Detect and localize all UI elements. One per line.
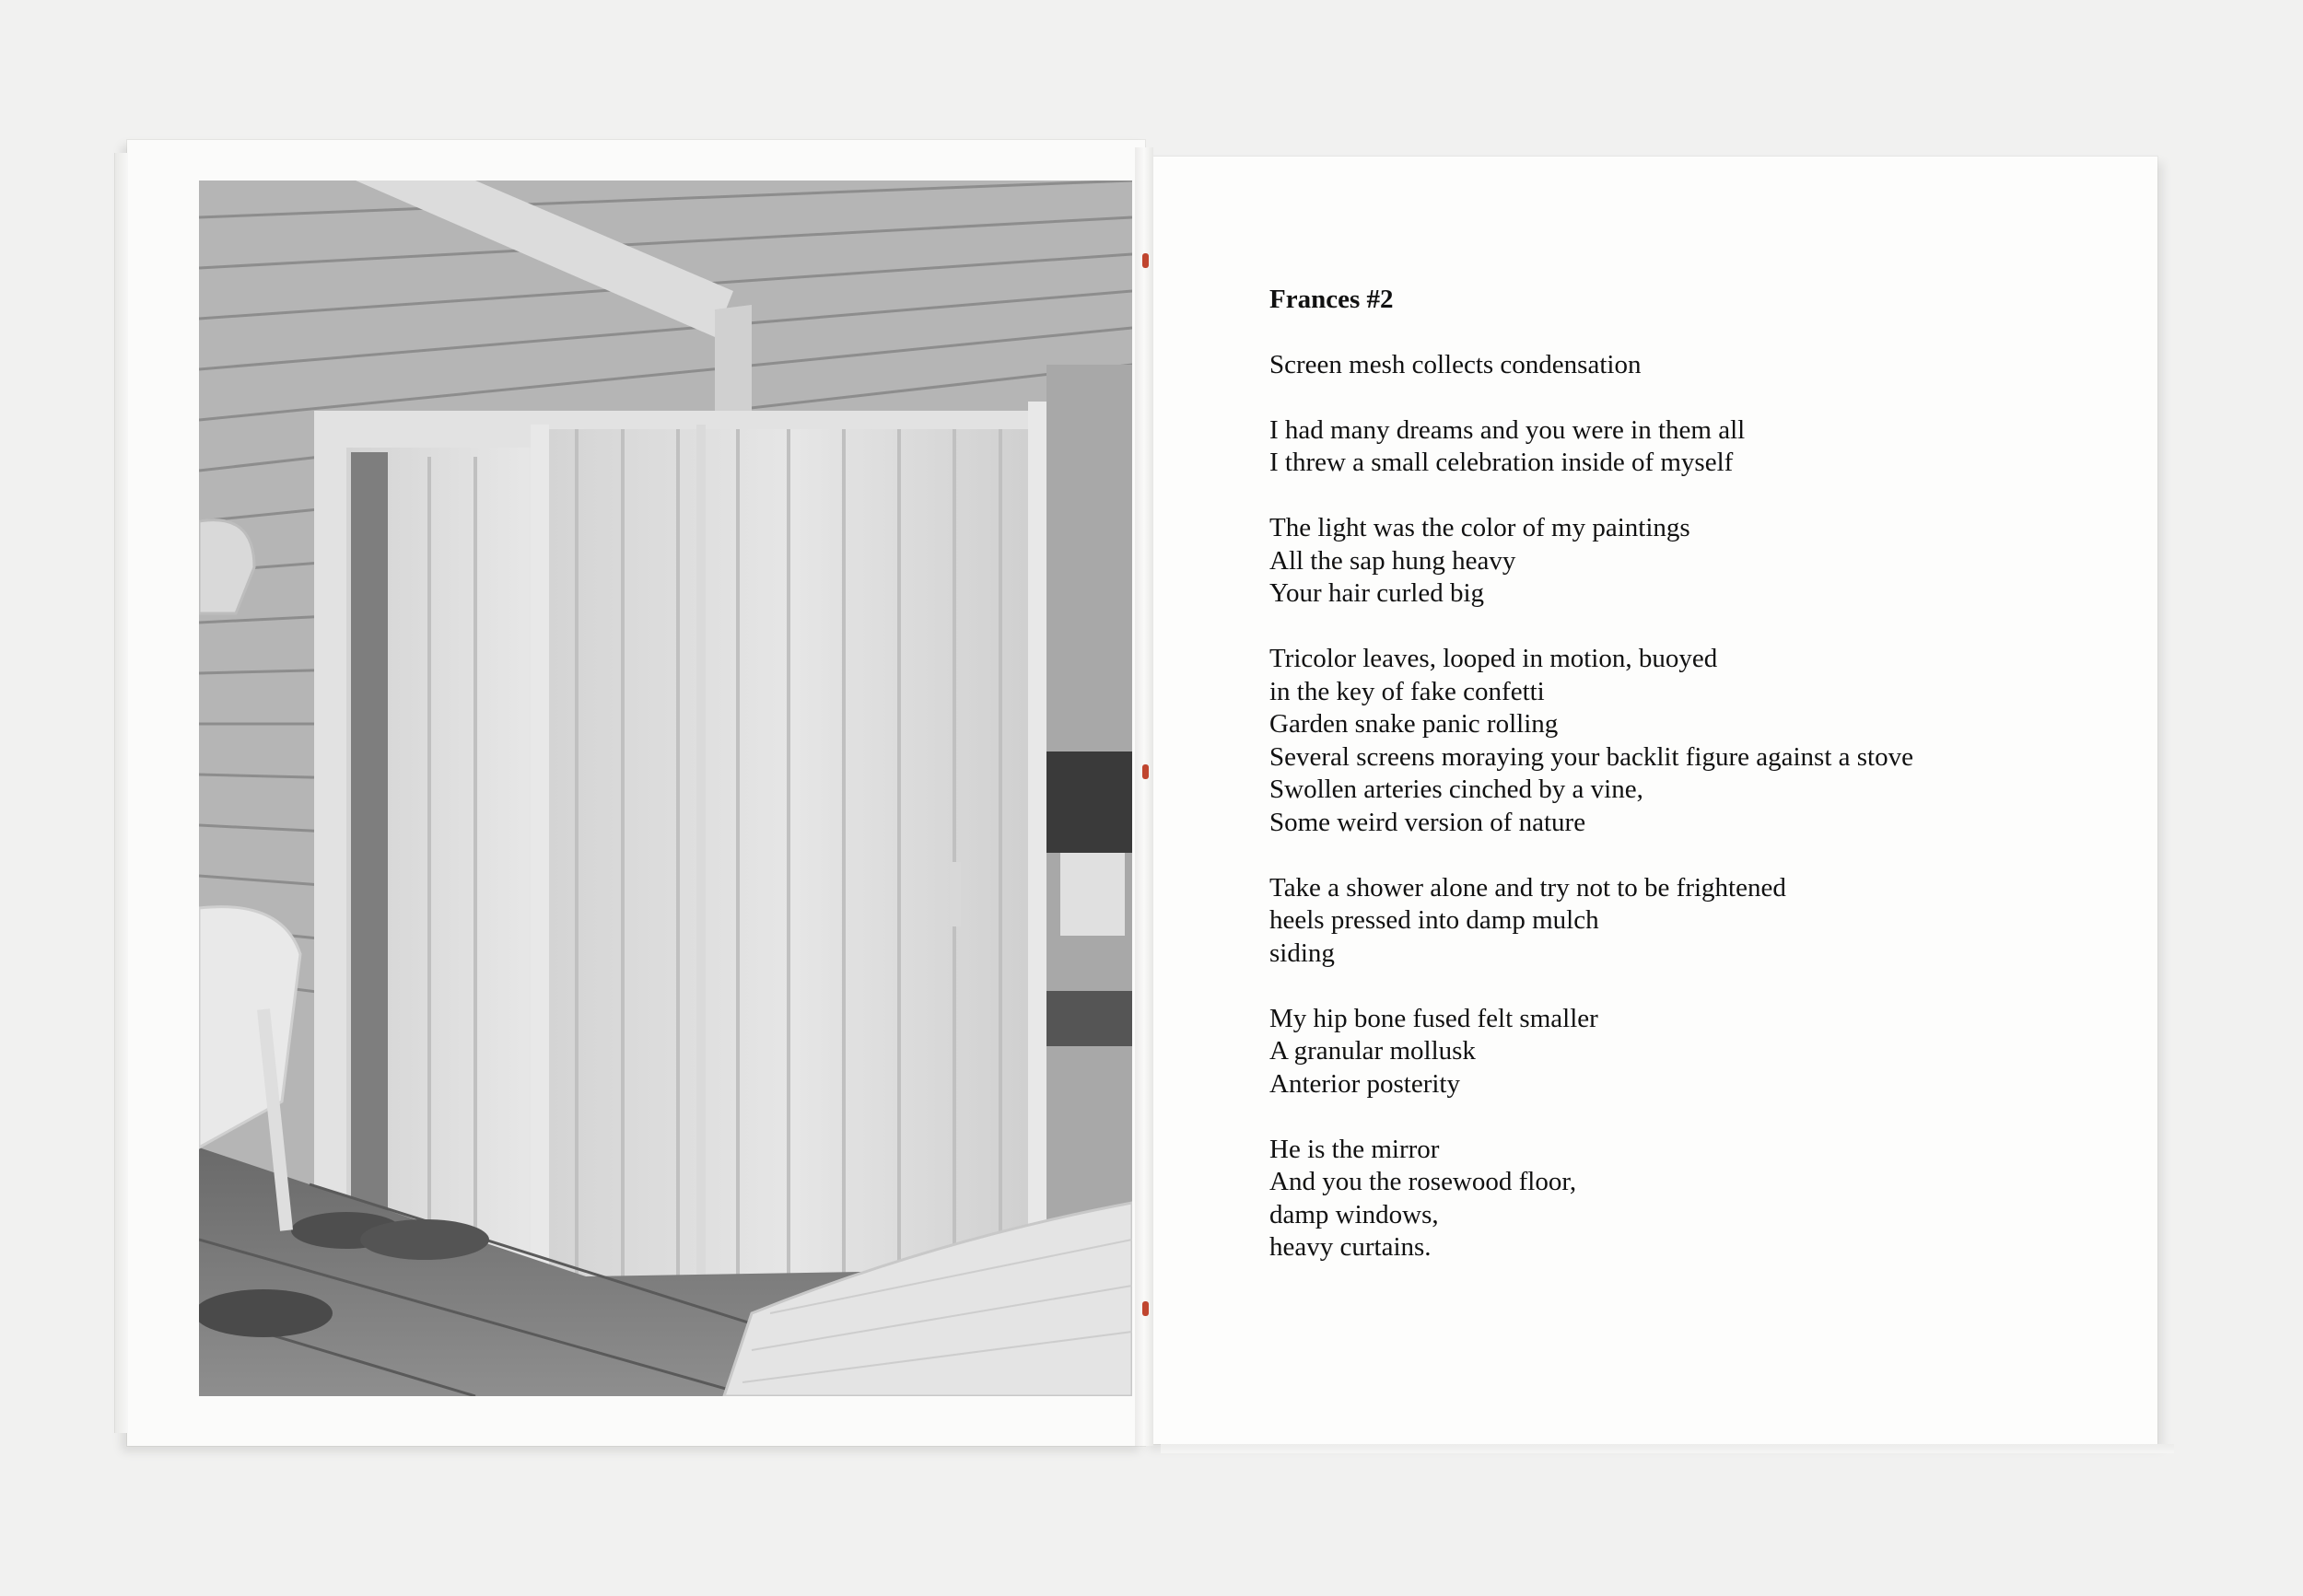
poem-line: My hip bone fused felt smaller [1269,1003,1598,1033]
poem [1269,284,2098,1297]
poem-line: I had many dreams and you were in them all [1269,414,1746,445]
poem-stanza [1269,872,2098,971]
poem-line: heavy curtains. [1269,1232,1432,1262]
poem-line: I threw a small celebration inside of myself [1269,448,1734,477]
poem-line: Take a shower alone and try not to be frightened [1269,872,1786,903]
poem-line: heels pressed into damp mulch [1269,905,1599,935]
binding-stitch [1142,764,1149,779]
poem-line: A granular mollusk [1269,1036,1476,1066]
poem-stanza [1269,643,2098,839]
binding-stitch [1142,253,1149,268]
poem-stanza [1269,512,2098,611]
book-gutter [1135,147,1153,1446]
poem-line: siding [1269,938,1335,968]
poem-line: Several screens moraying your backlit figure against a stove [1269,741,1913,772]
photo-sliding-door [199,181,1132,1396]
poem-stanza [1269,1134,2098,1264]
binding-stitch [1142,1301,1149,1316]
poem-line: Garden snake panic rolling [1269,709,1559,739]
left-page [127,140,1145,1446]
poem-stanza [1269,349,2098,382]
poem-line: All the sap hung heavy [1269,545,1516,576]
poem-stanza [1269,414,2098,480]
poem-line: Screen mesh collects condensation [1269,349,1642,379]
poem-stanza [1269,1003,2098,1101]
photo-illustration [199,181,1132,1396]
poem-line: The light was the color of my paintings [1269,513,1690,542]
poem-line: damp windows, [1269,1199,1439,1229]
poem-title: Frances #2 [1269,285,1394,314]
poem-line: Some weird version of nature [1269,807,1586,837]
poem-line: Anterior posterity [1269,1068,1460,1099]
poem-line: in the key of fake confetti [1269,676,1545,706]
poem-line: He is the mirror [1269,1134,1440,1164]
poem-line: Swollen arteries cinched by a vine, [1269,775,1643,804]
poem-line: Tricolor leaves, looped in motion, buoyed [1269,644,1718,673]
poem-line: And you the rosewood floor, [1269,1167,1577,1196]
poem-line: Your hair curled big [1269,578,1485,608]
